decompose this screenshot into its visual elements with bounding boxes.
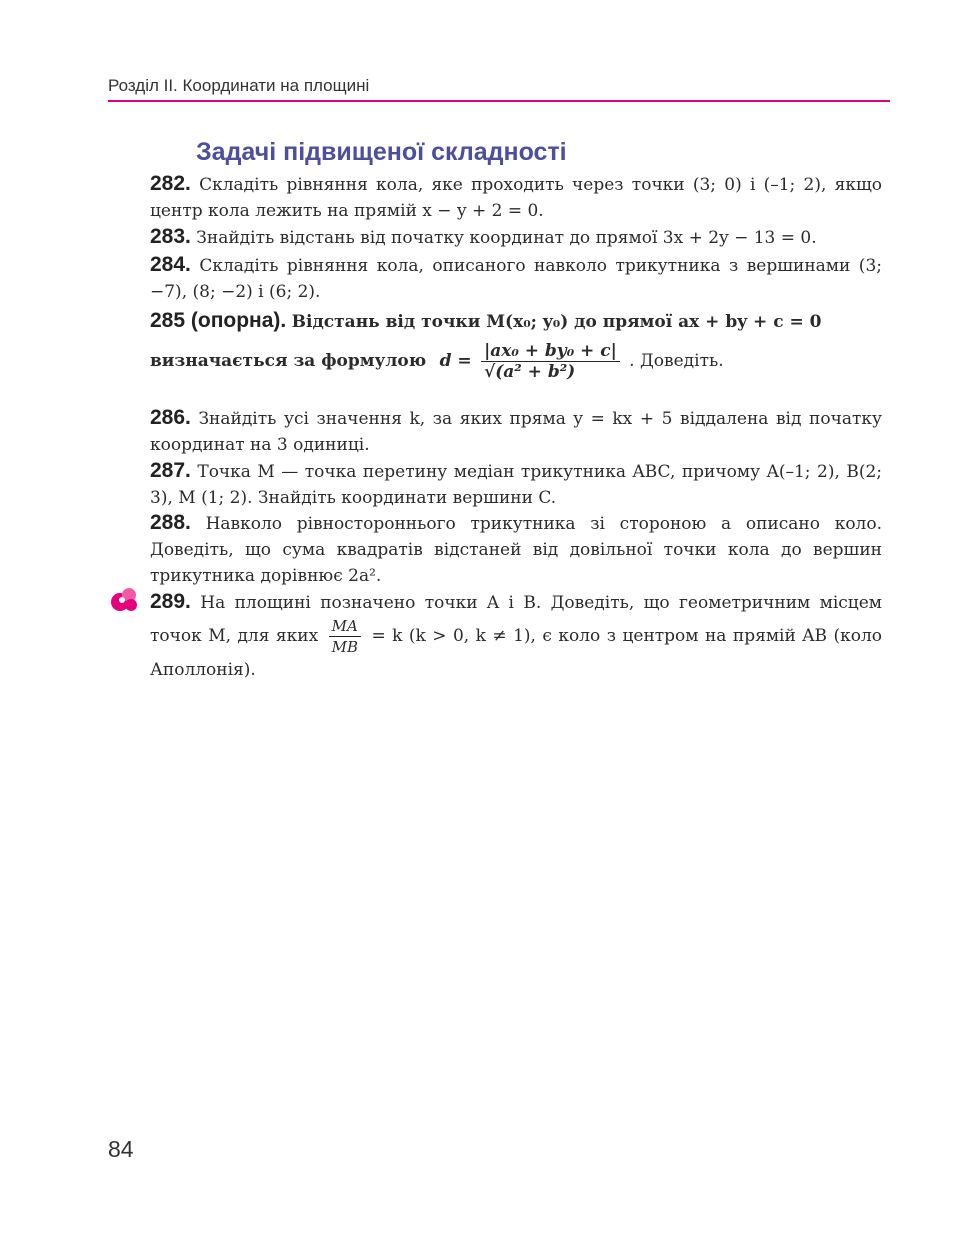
problem-286: [150, 405, 882, 458]
flower-icon: [110, 586, 140, 614]
header-rule: [108, 100, 890, 102]
problem-number: 282.: [150, 172, 191, 195]
page-header: Розділ II. Координати на площині: [108, 76, 370, 95]
problem-text: Складіть рівняння кола, яке проходить через точки (3; 0) і (–1; 2), якщо центр кола лежить на прямій x − y + 2 = 0.: [150, 175, 882, 221]
problem-285: [150, 308, 882, 382]
problem-text: Знайдіть відстань від початку координат до прямої 3x + 2y − 13 = 0.: [196, 228, 817, 248]
problem-287: [150, 458, 882, 511]
ratio-fraction: [329, 616, 361, 657]
problem-282: [150, 171, 882, 224]
problem-text: Навколо рівностороннього трикутника зі стороною a описано коло. Доведіть, що сума квадратів відстаней від довільної точки кола до вершин трикутника дорівнює 2a².: [150, 514, 882, 586]
problem-284: [150, 252, 882, 305]
problem-number: 283.: [150, 225, 191, 248]
section-title: Задачі підвищеної складності: [196, 138, 567, 166]
problem-text: Відстань від точки M(x₀; y₀) до прямої ax + by + c = 0: [291, 312, 822, 332]
problem-text: Складіть рівняння кола, описаного навколо трикутника з вершинами (3; −7), (8; −2) і (6; 2).: [150, 256, 882, 302]
flower-center: [119, 597, 125, 603]
flower-petal: [125, 599, 137, 611]
problem-number: 287.: [150, 459, 191, 482]
problem-text: На площині позначено точки A і B. Доведіть, що геометричним місцем точок M, для яких: [150, 593, 883, 646]
page-number: 84: [108, 1136, 134, 1162]
formula-lhs: d =: [439, 351, 472, 371]
problem-number: 284.: [150, 253, 191, 276]
problem-text: визначається за формулою: [150, 351, 427, 371]
problem-text: Точка M — точка перетину медіан трикутника ABC, причому A(–1; 2), B(2; 3), M (1; 2). Знайдіть координати вершини C.: [150, 462, 882, 508]
distance-formula: [481, 341, 620, 382]
problem-text: Знайдіть усі значення k, за яких пряма y = kx + 5 віддалена від початку координат на 3 одиниці.: [150, 409, 882, 455]
fraction-denominator: MB: [331, 638, 359, 656]
problem-text: = k (k > 0, k ≠ 1), є коло з центром на прямій AB (коло Аполлонія).: [150, 626, 883, 680]
problem-number: 285 (опорна).: [150, 309, 287, 332]
problem-text: . Доведіть.: [629, 351, 724, 371]
formula-denominator: √(a² + b²): [484, 362, 576, 382]
problem-289: [150, 589, 882, 683]
problem-283: [150, 224, 882, 251]
formula-numerator: |ax₀ + by₀ + c|: [481, 341, 620, 362]
problem-number: 289.: [150, 590, 191, 613]
problem-288: [150, 510, 882, 589]
problem-number: 286.: [150, 406, 191, 429]
fraction-numerator: MA: [329, 616, 361, 637]
problem-number: 288.: [150, 511, 191, 534]
